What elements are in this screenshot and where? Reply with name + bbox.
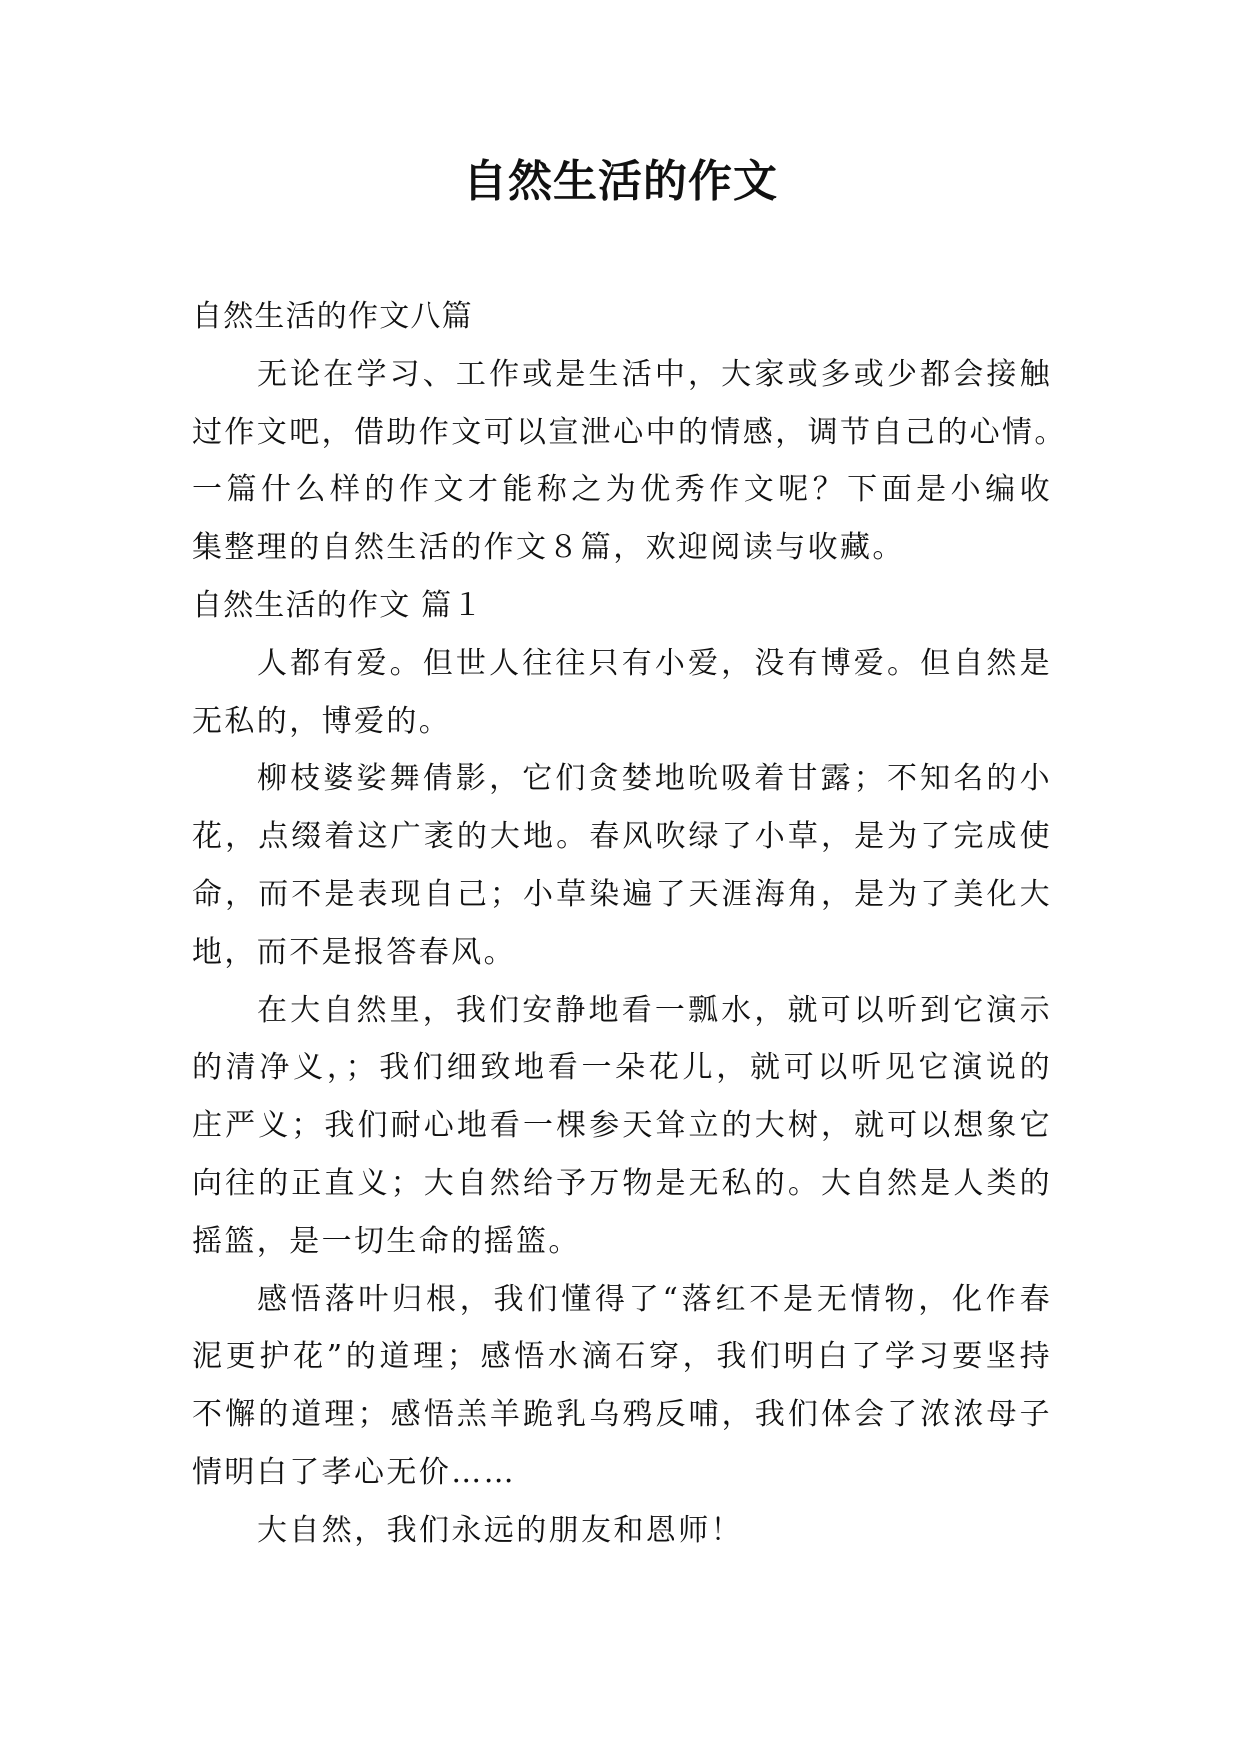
paragraph-line: 感悟落叶归根，我们懂得了“落红不是无情物，化作春 — [257, 1281, 1052, 1317]
paragraph-line: 过作文吧，借助作文可以宣泄心中的情感，调节自己的心情。 — [192, 414, 1067, 450]
paragraph-line: 无论在学习、工作或是生活中，大家或多或少都会接触 — [257, 356, 1052, 392]
document-title: 自然生活的作文 — [463, 156, 778, 207]
paragraph-line: 向往的正直义；大自然给予万物是无私的。大自然是人类的 — [192, 1165, 1052, 1201]
paragraph-line: 花，点缀着这广袤的大地。春风吹绿了小草，是为了完成使 — [192, 819, 1052, 855]
paragraph-line: 泥更护花”的道理；感悟水滴石穿，我们明白了学习要坚持 — [192, 1339, 1052, 1375]
paragraph-line: 情明白了孝心无价…… — [192, 1454, 516, 1490]
document-body — [192, 288, 1067, 1560]
paragraph-line: 集整理的自然生活的作文８篇，欢迎阅读与收藏。 — [192, 530, 905, 566]
section-heading: 自然生活的作文 篇１ — [192, 587, 484, 623]
paragraph-line: 一篇什么样的作文才能称之为优秀作文呢？下面是小编收 — [192, 472, 1052, 508]
paragraph-line: 大自然，我们永远的朋友和恩师！ — [257, 1512, 743, 1548]
paragraph-line: 地，而不是报答春风。 — [192, 934, 516, 970]
paragraph-line: 柳枝婆娑舞倩影，它们贪婪地吮吸着甘露；不知名的小 — [257, 761, 1052, 797]
paragraph-line: 庄严义；我们耐心地看一棵参天耸立的大树，就可以想象它 — [192, 1108, 1052, 1144]
paragraph-line: 无私的，博爱的。 — [192, 703, 452, 739]
paragraph-line: 摇篮，是一切生命的摇篮。 — [192, 1223, 581, 1259]
paragraph-line: 在大自然里，我们安静地看一瓢水，就可以听到它演示 — [257, 992, 1052, 1028]
paragraph-line: 不懈的道理；感悟羔羊跪乳乌鸦反哺，我们体会了浓浓母子 — [192, 1397, 1052, 1433]
paragraph-line: 的清净义，；我们细致地看一朵花儿，就可以听见它演说的 — [192, 1050, 1052, 1086]
paragraph-line: 命，而不是表现自己；小草染遍了天涯海角，是为了美化大 — [192, 876, 1052, 912]
paragraph-line: 人都有爱。但世人往往只有小爱，没有博爱。但自然是 — [257, 645, 1052, 681]
section-heading: 自然生活的作文八篇 — [192, 299, 473, 334]
